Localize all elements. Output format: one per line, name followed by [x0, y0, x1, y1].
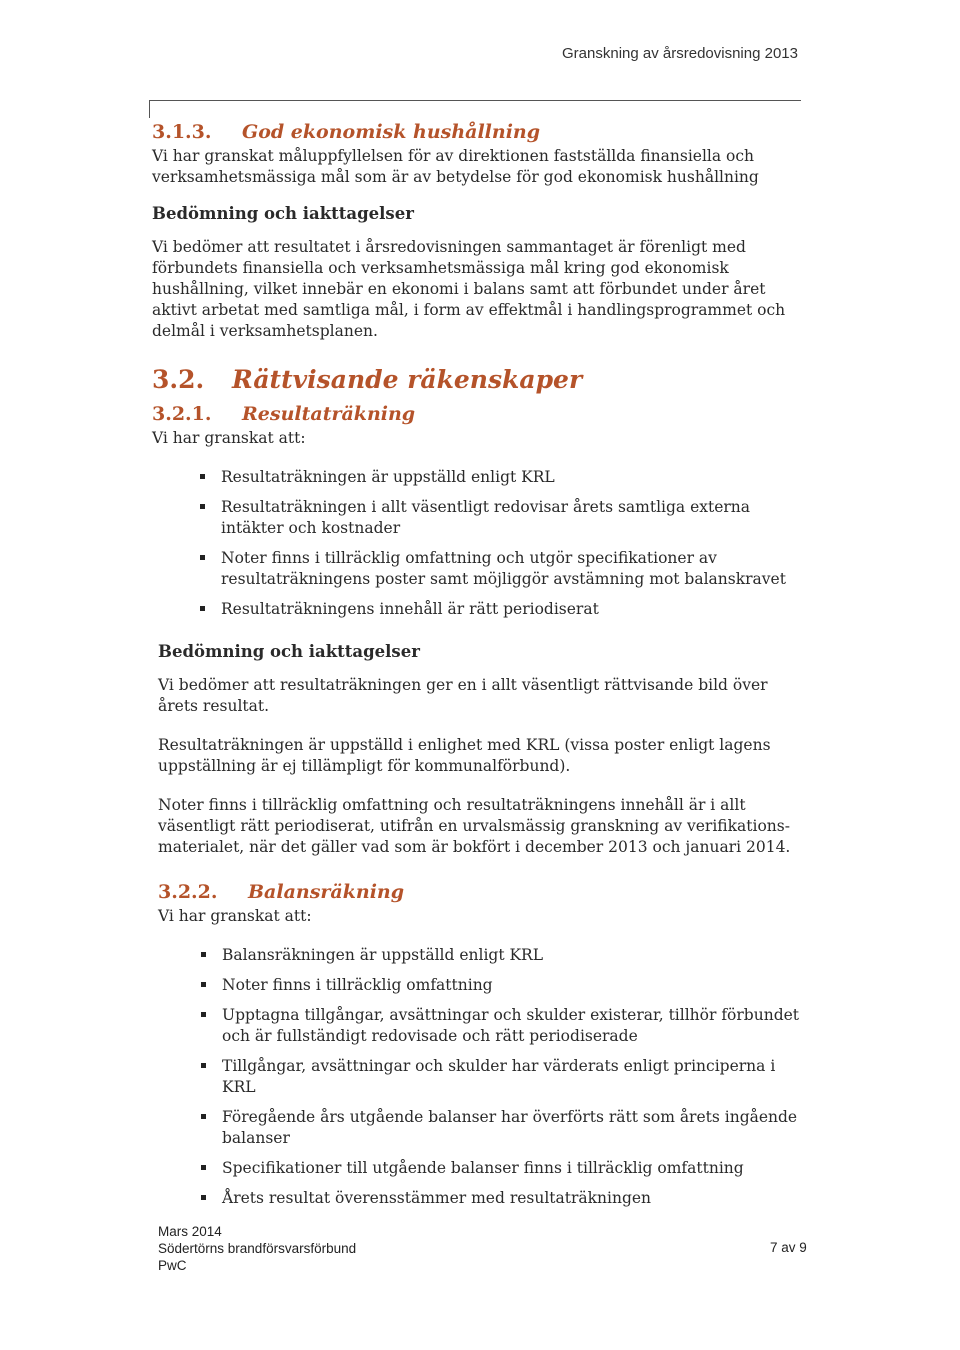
bullet-icon	[201, 952, 206, 957]
section-title: Balansräkning	[248, 881, 405, 903]
section-3-2-1-heading	[152, 400, 812, 428]
assessment-heading: Bedömning och iakttagelser	[158, 642, 420, 661]
assessment-heading: Bedömning och iakttagelser	[152, 204, 414, 223]
section-number: 3.2.2.	[158, 881, 218, 903]
footer-date: Mars 2014	[158, 1224, 222, 1239]
bullet-icon	[200, 555, 205, 560]
bullet-icon	[201, 1012, 206, 1017]
list-item-text: Specifikationer till utgående balanser finns i tillräcklig omfattning	[222, 1159, 744, 1177]
section-number: 3.1.3.	[152, 121, 212, 143]
list-item-text: Balansräkningen är uppställd enligt KRL	[222, 946, 544, 964]
list-item	[198, 1188, 812, 1209]
assessment-paragraph: Vi bedömer att resultaträkningen ger en i allt väsentligt rättvisande bild över årets resultat.	[158, 676, 768, 715]
list-item-text: Resultaträkningen är uppställd enligt KRL	[221, 468, 555, 486]
list-item	[198, 945, 812, 966]
list-item	[197, 497, 812, 539]
bullet-icon	[201, 1063, 206, 1068]
bullet-icon	[200, 504, 205, 509]
list-item-text: Resultaträkningens innehåll är rätt periodiserat	[221, 600, 599, 618]
list-item	[197, 548, 812, 590]
bullet-icon	[200, 474, 205, 479]
section-3-2-1-intro: Vi har granskat att:	[152, 429, 306, 447]
document-body	[152, 118, 812, 1218]
balansrakning-checklist	[158, 945, 812, 1209]
section-number: 3.2.	[152, 365, 205, 394]
list-item	[198, 1005, 812, 1047]
resultatrakning-checklist	[152, 467, 812, 620]
list-item	[198, 1158, 812, 1179]
bullet-icon	[201, 982, 206, 987]
list-item	[197, 599, 812, 620]
header-divider-tick	[149, 100, 150, 118]
list-item	[198, 1107, 812, 1149]
section-title: Resultaträkning	[242, 403, 416, 425]
list-item-text: Resultaträkningen i allt väsentligt redovisar årets samtliga externa intäkter och kostnader	[221, 498, 751, 537]
assessment-paragraph: Resultaträkningen är uppställd i enlighet med KRL (vissa poster enligt lagens uppställning är ej tillämpligt för kommunalförbund).	[158, 736, 771, 775]
bullet-icon	[201, 1165, 206, 1170]
section-3-1-3-heading	[152, 118, 812, 146]
assessment-paragraph: Noter finns i tillräcklig omfattning och resultaträkningens innehåll är i allt väsentligt rätt periodiserat, utifrån en urvalsmässig granskning av verifikations-materialet, när det gäller vad som är bokfört i december 2013 och januari 2014.	[158, 796, 791, 856]
list-item	[198, 975, 812, 996]
list-item-text: Föregående års utgående balanser har överförts rätt som årets ingående balanser	[222, 1108, 798, 1147]
list-item-text: Noter finns i tillräcklig omfattning	[222, 976, 493, 994]
list-item	[198, 1056, 812, 1098]
section-3-2-2-heading	[158, 878, 812, 906]
section-title: Rättvisande räkenskaper	[232, 365, 583, 394]
section-3-2-heading	[152, 364, 812, 396]
section-3-2-1-assessment	[152, 642, 812, 1209]
footer-company: PwC	[158, 1258, 187, 1273]
footer-organization: Södertörns brandförsvarsförbund	[158, 1241, 357, 1256]
bullet-icon	[200, 606, 205, 611]
section-3-2-2-intro: Vi har granskat att:	[158, 907, 312, 925]
section-3-1-3-intro: Vi har granskat måluppfyllelsen för av direktionen fastställda finansiella och verksamhetsmässiga mål som är av betydelse för god ekonomisk hushållning	[152, 147, 759, 186]
list-item-text: Upptagna tillgångar, avsättningar och skulder existerar, tillhör förbundet och är fullständigt redovisade och rätt periodiserade	[222, 1006, 800, 1045]
bullet-icon	[201, 1114, 206, 1119]
list-item-text: Tillgångar, avsättningar och skulder har värderats enligt principerna i KRL	[222, 1057, 776, 1096]
list-item	[197, 467, 812, 488]
section-3-1-3-assessment: Vi bedömer att resultatet i årsredovisningen sammantaget är förenligt med förbundets finansiella och verksamhetsmässiga mål kring god ekonomisk hushållning, vilket innebär en ekonomi i balans samt att förbundet under året aktivt arbetat med samtliga mål, i form av effektmål i handlingsprogrammet och delmål i verksamhetsplanen.	[152, 238, 786, 340]
list-item-text: Årets resultat överensstämmer med resultaträkningen	[222, 1189, 652, 1207]
header-divider	[149, 100, 801, 101]
section-number: 3.2.1.	[152, 403, 212, 425]
section-title: God ekonomisk hushållning	[242, 121, 541, 143]
page-number: 7 av 9	[770, 1240, 807, 1255]
bullet-icon	[201, 1195, 206, 1200]
page-header-title: Granskning av årsredovisning 2013	[562, 45, 798, 62]
list-item-text: Noter finns i tillräcklig omfattning och utgör specifikationer av resultaträkningens poster samt möjliggör avstämning mot balanskravet	[221, 549, 786, 588]
page-footer	[158, 1223, 356, 1274]
